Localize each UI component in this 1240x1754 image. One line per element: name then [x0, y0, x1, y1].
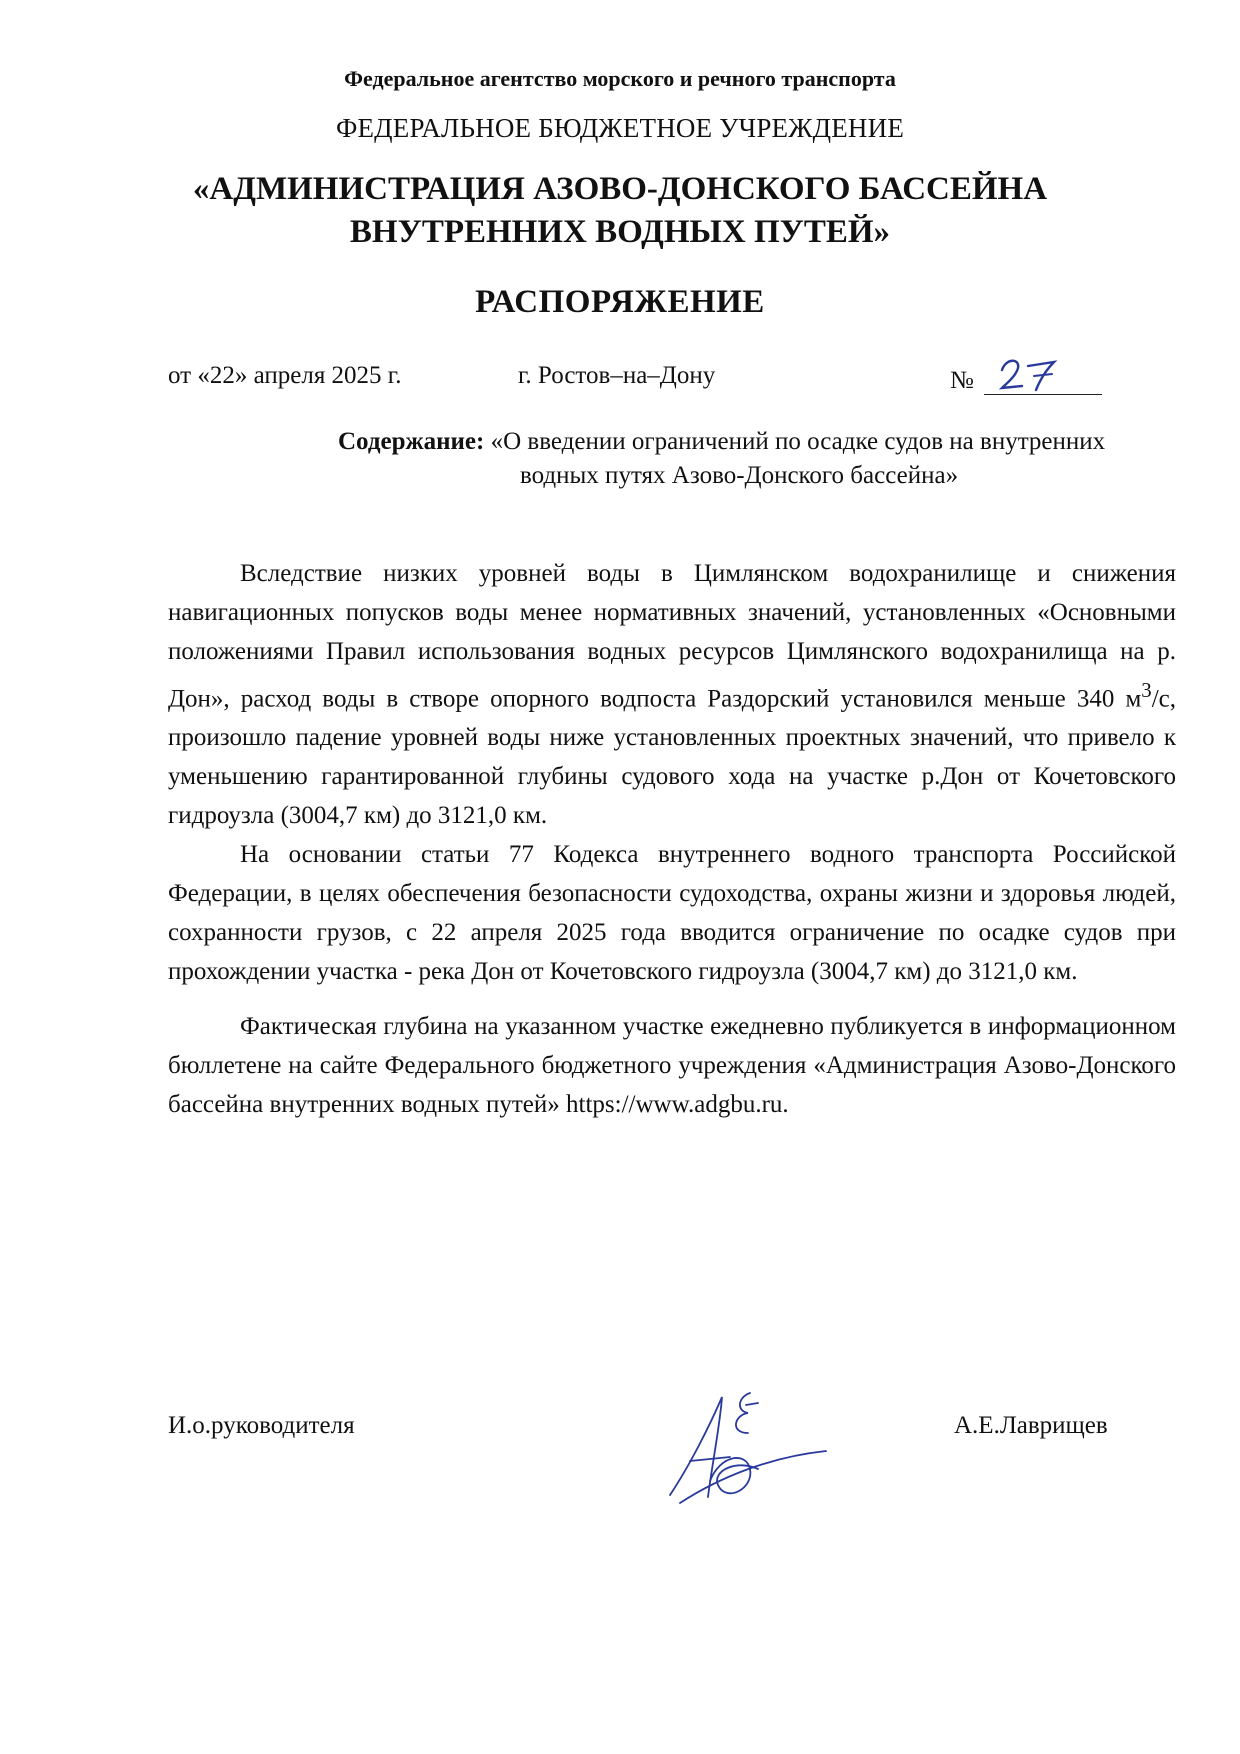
document-title: РАСПОРЯЖЕНИЕ: [475, 284, 765, 320]
body-paragraph-1: Вследствие низких уровней воды в Цимлянском водохранилище и снижения навигационных попусков воды менее нормативных значений, установленных «Основными положениями Правил использования водных ресурсов Цимлянского водохранилища на р. Дон», расход воды в створе опорного водпоста Раздорский установился меньше 340 $м^3/с$, произошло падение уровней воды ниже установленных проектных значений, что привело к уменьшению гарантированной глубины судового хода на участке р.Дон от Кочетовского гидроузла (3004,7 км) до 3121,0 км.: [168, 560, 1176, 830]
subject-line1: [338, 425, 1178, 459]
subject-label: Содержание:: [338, 428, 485, 455]
body-paragraph-3: Фактическая глубина на указанном участке ежедневно публикуется в информационном бюллетене на сайте Федерального бюджетного учреждения «Администрация Азово-Донского бассейна внутренних водных путей» https://www.adgbu.ru.: [168, 1013, 1176, 1119]
institution-name-line1: «АДМИНИСТРАЦИЯ АЗОВО-ДОНСКОГО БАССЕЙНА: [192, 171, 1048, 207]
signature-icon: [650, 1385, 830, 1515]
subject-text-line2: водных путях Азово-Донского бассейна»: [520, 462, 959, 489]
document-body: [168, 554, 1176, 1124]
handwritten-signature: [650, 1385, 830, 1520]
document-city: г. Ростов–на–Дону: [518, 362, 716, 389]
signatory-role: И.о.руководителя: [168, 1412, 355, 1439]
number-field: [984, 360, 1102, 395]
institution-name: [0, 168, 1240, 254]
document-subject: [338, 425, 1178, 493]
body-paragraph-2: На основании статьи 77 Кодекса внутреннего водного транспорта Российской Федерации, в целях обеспечения безопасности судоходства, охраны жизни и здоровья людей, сохранности грузов, с 22 апреля 2025 года вводится ограничение по осадке судов при прохождении участка - река Дон от Кочетовского гидроузла (3004,7 км) до 3121,0 км.: [168, 841, 1176, 986]
agency-name: Федеральное агентство морского и речного транспорта: [344, 66, 896, 91]
subject-text-line1: «О введении ограничений по осадке судов на внутренних: [490, 428, 1106, 455]
document-number: [950, 360, 1102, 395]
institution-type: ФЕДЕРАЛЬНОЕ БЮДЖЕТНОЕ УЧРЕЖДЕНИЕ: [335, 113, 905, 143]
document-date: от «22» апреля 2025 г.: [168, 362, 402, 389]
signatory-name: А.Е.Лаврищев: [954, 1412, 1108, 1439]
institution-name-line2: ВНУТРЕННИХ ВОДНЫХ ПУТЕЙ»: [349, 214, 891, 250]
number-label: №: [950, 367, 974, 394]
handwritten-number: [998, 352, 1078, 394]
superscript-3: 3: [1141, 678, 1152, 702]
